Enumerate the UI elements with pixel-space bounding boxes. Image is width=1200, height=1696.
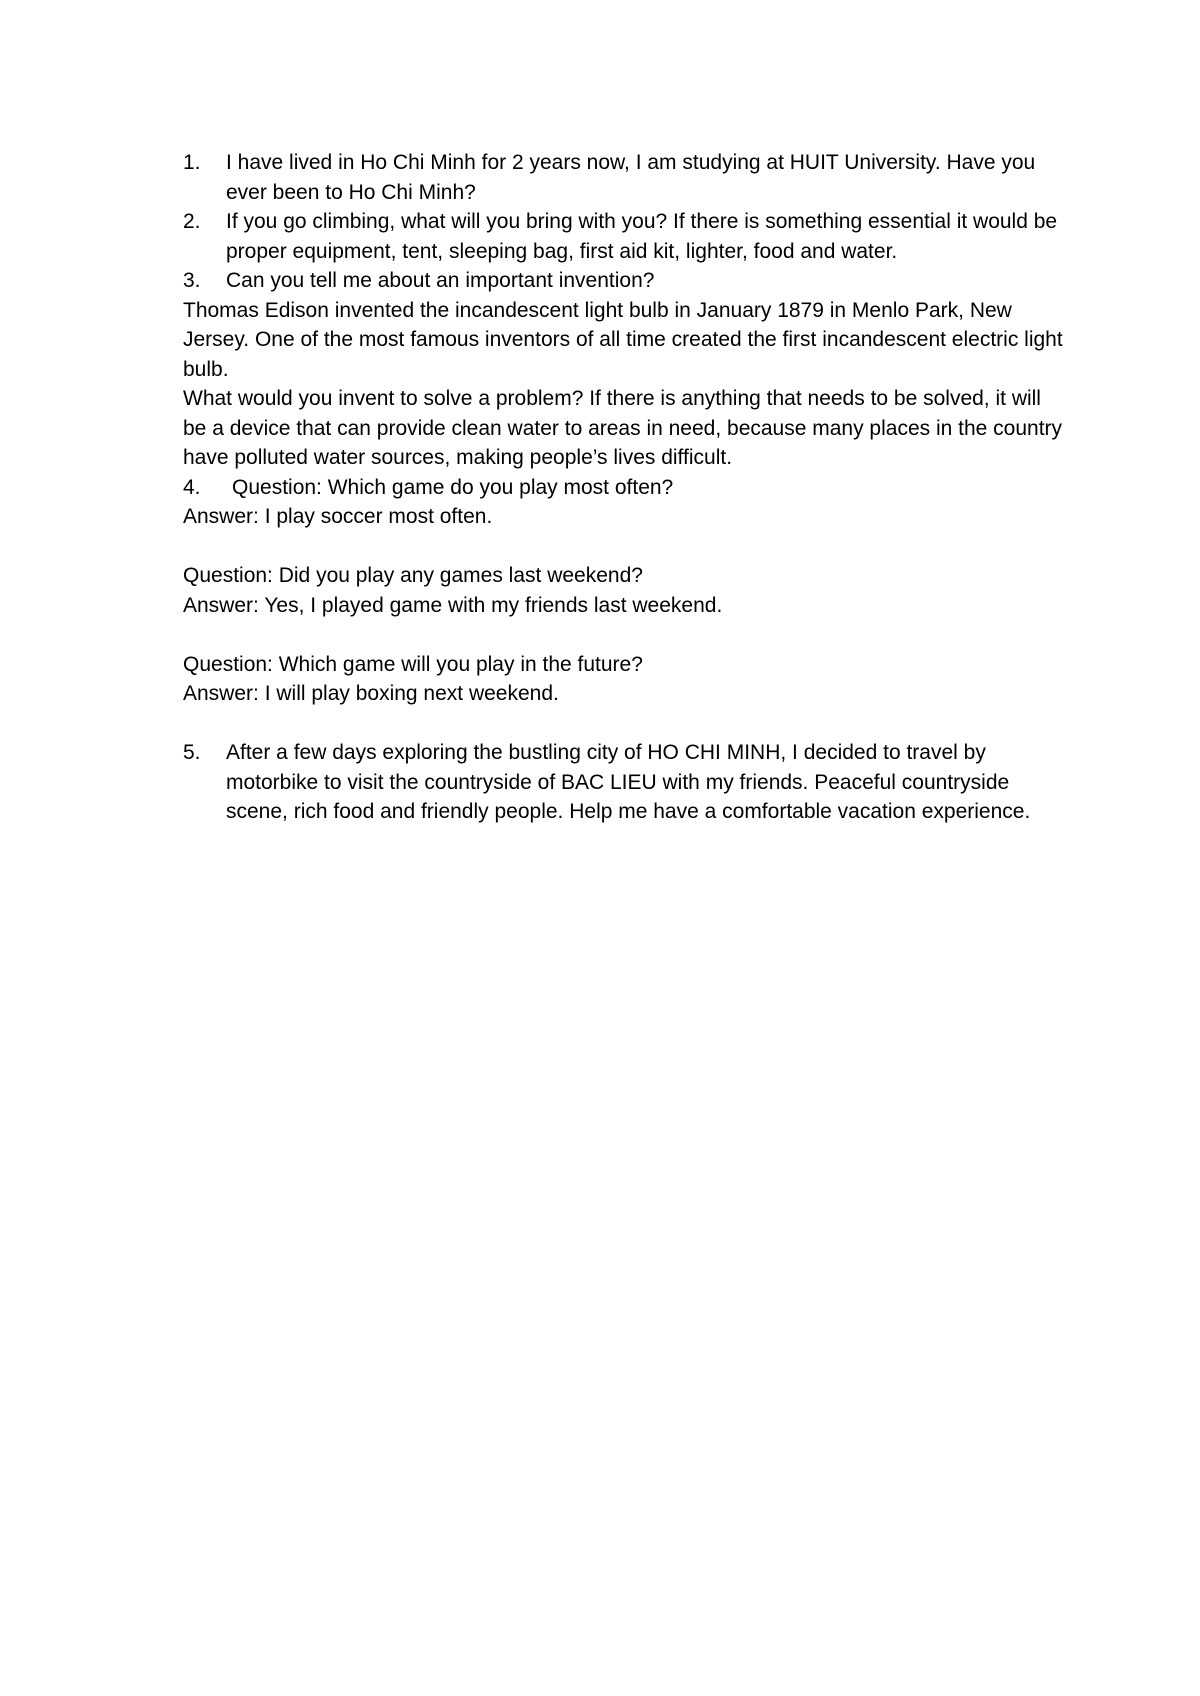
list-item-text: If you go climbing, what will you bring with you? If there is something essential it would be proper equipment, tent, sleeping bag, first aid kit, lighter, food and water. bbox=[226, 210, 1058, 263]
list-item-5 bbox=[183, 738, 1063, 827]
answer-2: Answer: Yes, I played game with my friends last weekend. bbox=[183, 593, 723, 617]
list-number: 3. bbox=[183, 269, 201, 292]
answer-1: Answer: I play soccer most often. bbox=[183, 505, 493, 528]
list-item-2 bbox=[183, 207, 1063, 266]
paragraph-edison: Thomas Edison invented the incandescent light bulb in January 1879 in Menlo Park, New Jersey. One of the most famous inventors of all time created the first incandescent electric light bulb. bbox=[183, 298, 1063, 381]
blank-line bbox=[183, 532, 1063, 562]
blank-line bbox=[183, 620, 1063, 650]
paragraph-invention: What would you invent to solve a problem? If there is anything that needs to be solved, it will be a device that can provide clean water to areas in need, because many places in the country have polluted water sources, making people’s lives difficult. bbox=[183, 387, 1063, 469]
list-number: 1. bbox=[183, 151, 201, 174]
blank-line bbox=[183, 709, 1063, 739]
list-item-text: After a few days exploring the bustling city of HO CHI MINH, I decided to travel by motorbike to visit the countryside of BAC LIEU with my friends. Peaceful countryside scene, rich food and friendly people. Help me have a comfortable vacation experience. bbox=[226, 741, 1031, 823]
document-body bbox=[183, 148, 1063, 827]
list-item-3 bbox=[183, 266, 1063, 296]
list-item-1 bbox=[183, 148, 1063, 207]
question-2: Question: Did you play any games last weekend? bbox=[183, 564, 643, 587]
list-number: 2. bbox=[183, 210, 201, 233]
question-3: Question: Which game will you play in the future? bbox=[183, 652, 643, 676]
list-item-4-question-1 bbox=[183, 473, 1063, 503]
list-number: 4. bbox=[183, 475, 201, 499]
list-number: 5. bbox=[183, 741, 201, 764]
answer-3: Answer: I will play boxing next weekend. bbox=[183, 682, 559, 705]
question-text: Question: Which game do you play most often? bbox=[232, 475, 674, 499]
list-item-text: I have lived in Ho Chi Minh for 2 years now, I am studying at HUIT University. Have you ever been to Ho Chi Minh? bbox=[226, 151, 1036, 204]
list-item-text: Can you tell me about an important invention? bbox=[226, 269, 655, 292]
